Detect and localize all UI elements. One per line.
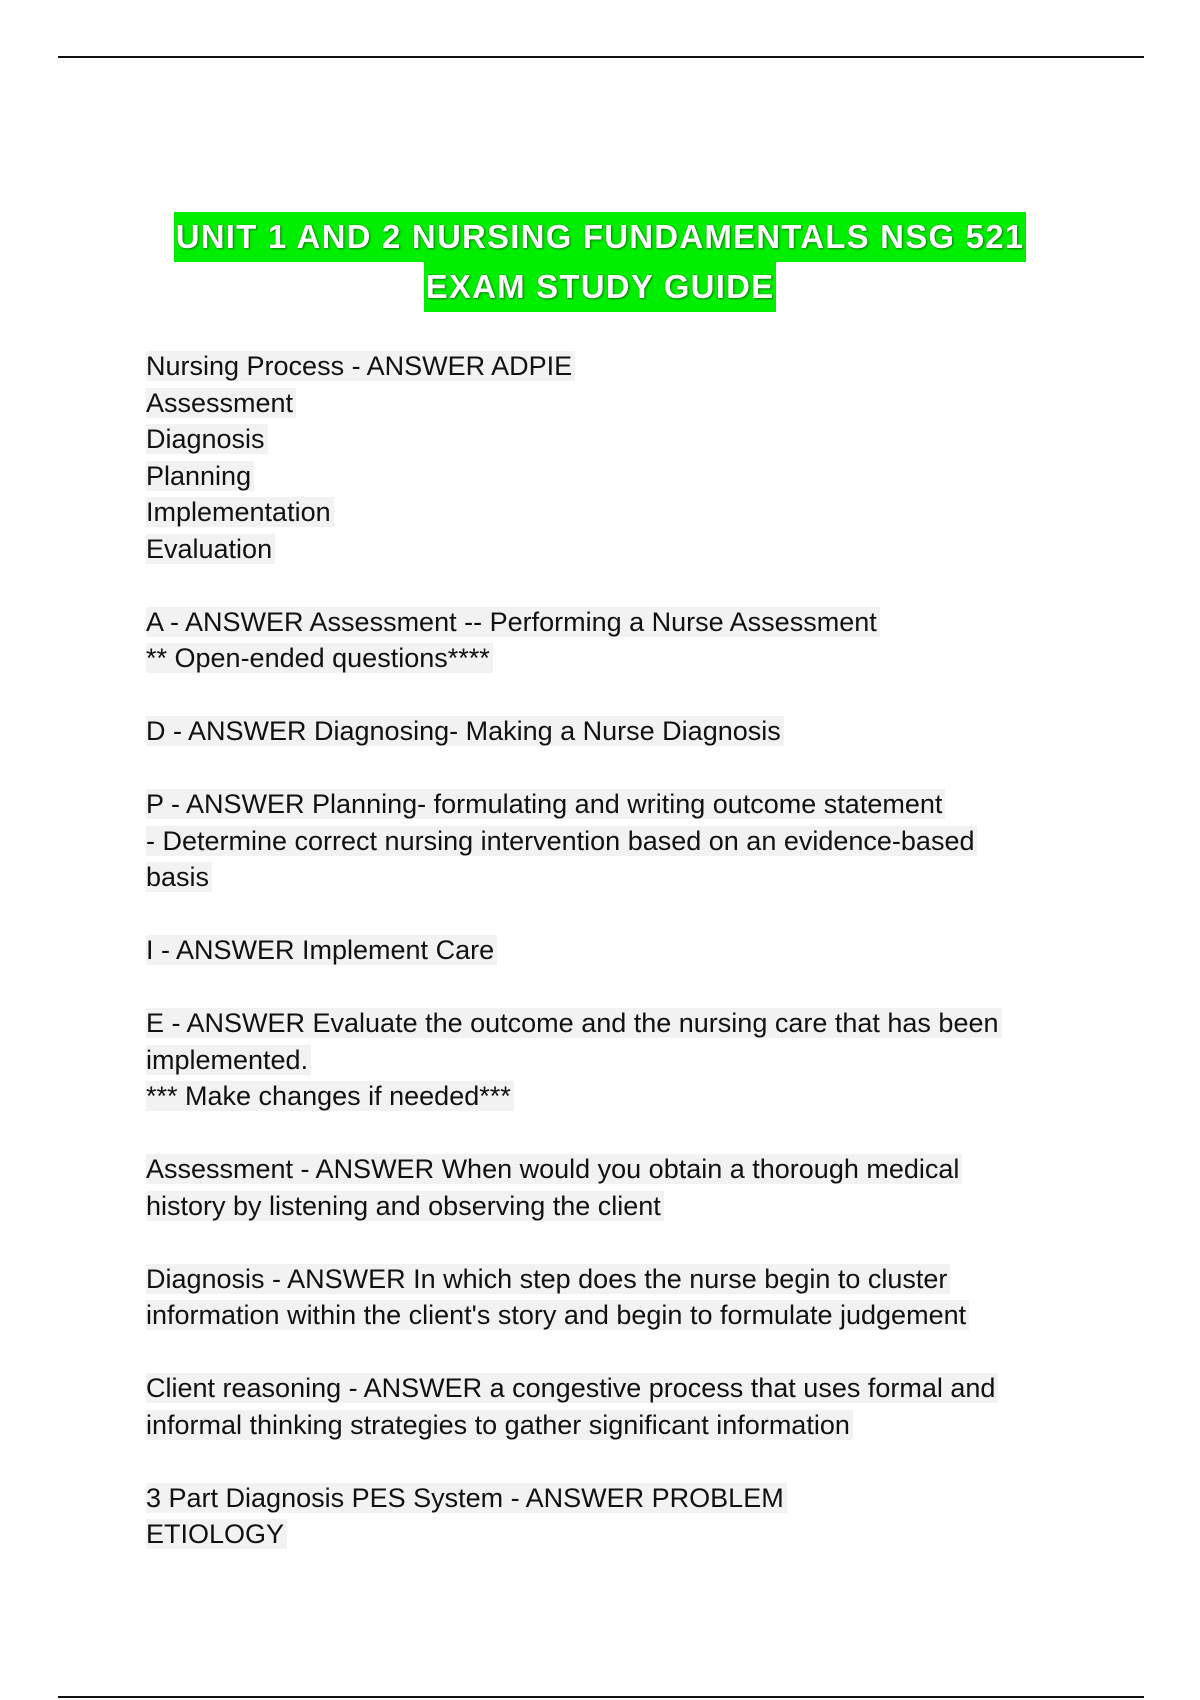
entry-line <box>146 823 1066 860</box>
entry-line <box>146 421 1066 458</box>
entry-line <box>146 348 1066 385</box>
entry-line-text: Client reasoning - ANSWER a congestive process that uses formal and <box>146 1373 998 1403</box>
entry-line <box>146 1480 1066 1517</box>
entry-line-text: Diagnosis - ANSWER In which step does the nurse begin to cluster <box>146 1264 950 1294</box>
entry-line-text: - Determine correct nursing intervention based on an evidence-based <box>146 826 977 856</box>
entry-line-text: history by listening and observing the client <box>146 1191 664 1221</box>
qa-entry <box>146 1261 1066 1334</box>
entry-line-text: D - ANSWER Diagnosing- Making a Nurse Diagnosis <box>146 716 784 746</box>
entry-line <box>146 604 1066 641</box>
top-rule <box>58 56 1144 58</box>
qa-entry <box>146 604 1066 677</box>
entry-line-text: informal thinking strategies to gather significant information <box>146 1410 853 1440</box>
qa-entry <box>146 1370 1066 1443</box>
entry-line <box>146 1005 1066 1042</box>
entry-line-text: basis <box>146 862 212 892</box>
entry-line-text: *** Make changes if needed*** <box>146 1081 514 1111</box>
qa-entry <box>146 932 1066 969</box>
entry-line-text: 3 Part Diagnosis PES System - ANSWER PROBLEM <box>146 1483 787 1513</box>
entry-line <box>146 786 1066 823</box>
entry-line <box>146 1151 1066 1188</box>
qa-entry <box>146 348 1066 567</box>
entry-line <box>146 859 1066 896</box>
document-title <box>0 212 1200 312</box>
qa-entry <box>146 713 1066 750</box>
entry-line-text: A - ANSWER Assessment -- Performing a Nurse Assessment <box>146 607 880 637</box>
entry-line <box>146 1261 1066 1298</box>
study-guide-content <box>146 348 1066 1589</box>
qa-entry <box>146 1151 1066 1224</box>
entry-line-text: ETIOLOGY <box>146 1519 287 1549</box>
qa-entry <box>146 1480 1066 1553</box>
entry-line-text: Assessment - ANSWER When would you obtain a thorough medical <box>146 1154 962 1184</box>
entry-line <box>146 1370 1066 1407</box>
entry-line <box>146 1297 1066 1334</box>
entry-line-text: Evaluation <box>146 534 275 564</box>
qa-entry <box>146 1005 1066 1115</box>
entry-line <box>146 494 1066 531</box>
entry-line-text: I - ANSWER Implement Care <box>146 935 497 965</box>
entry-line <box>146 385 1066 422</box>
entry-line-text: Implementation <box>146 497 334 527</box>
entry-line-text: Nursing Process - ANSWER ADPIE <box>146 351 575 381</box>
entry-line <box>146 1516 1066 1553</box>
entry-line-text: implemented. <box>146 1045 311 1075</box>
entry-line <box>146 458 1066 495</box>
entry-line-text: Assessment <box>146 388 296 418</box>
entry-line-text: E - ANSWER Evaluate the outcome and the nursing care that has been <box>146 1008 1002 1038</box>
entry-line <box>146 1407 1066 1444</box>
entry-line <box>146 932 1066 969</box>
entry-line <box>146 1078 1066 1115</box>
entry-line <box>146 713 1066 750</box>
entry-line-text: ** Open-ended questions**** <box>146 643 493 673</box>
entry-line <box>146 1188 1066 1225</box>
title-line-1: UNIT 1 AND 2 NURSING FUNDAMENTALS NSG 521 <box>174 212 1027 262</box>
entry-line <box>146 1042 1066 1079</box>
entry-line-text: Diagnosis <box>146 424 268 454</box>
bottom-rule <box>58 1696 1144 1698</box>
entry-line-text: P - ANSWER Planning- formulating and writing outcome statement <box>146 789 945 819</box>
entry-line <box>146 531 1066 568</box>
entry-line-text: Planning <box>146 461 254 491</box>
entry-line <box>146 640 1066 677</box>
entry-line-text: information within the client's story and begin to formulate judgement <box>146 1300 969 1330</box>
title-line-2: EXAM STUDY GUIDE <box>424 262 777 312</box>
qa-entry <box>146 786 1066 896</box>
